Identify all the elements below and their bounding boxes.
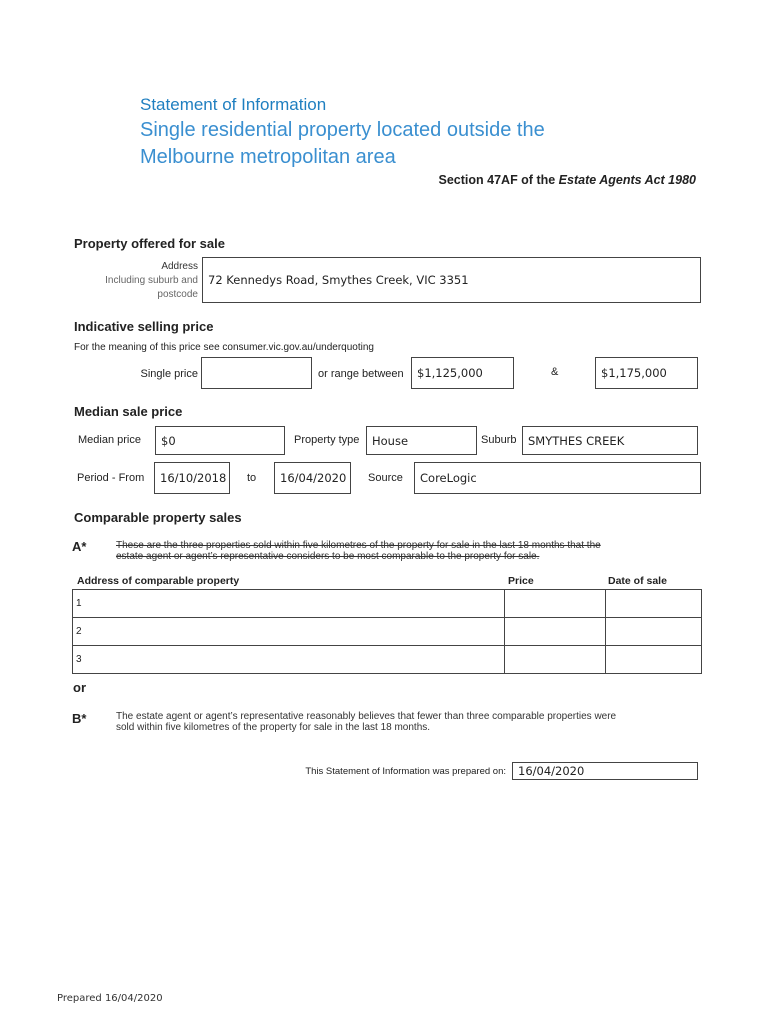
comparable-date-cell[interactable] <box>606 646 702 674</box>
median-price-label: Median price <box>78 434 141 446</box>
section-reference <box>300 173 696 187</box>
option-a-line-1: These are the three properties sold within five kilometres of the property for sale in the last 18 months that the <box>116 540 601 551</box>
range-low-value: $1,125,000 <box>417 366 483 380</box>
source-value: CoreLogic <box>420 471 477 485</box>
address-label-1: Address <box>161 261 198 272</box>
table-row <box>73 618 702 646</box>
address-value: 72 Kennedys Road, Smythes Creek, VIC 3351 <box>208 273 469 287</box>
comparable-address-cell[interactable] <box>73 646 505 674</box>
range-high-value: $1,175,000 <box>601 366 667 380</box>
row-number: 3 <box>76 654 82 665</box>
section-prefix: Section 47AF of the <box>438 173 559 187</box>
underquoting-note: For the meaning of this price see consumer.vic.gov.au/underquoting <box>74 342 374 353</box>
range-low-field[interactable] <box>411 357 514 389</box>
comparable-heading: Comparable property sales <box>74 510 242 525</box>
option-b-line-1: The estate agent or agent’s representative reasonably believes that fewer than three comparable properties were <box>116 711 617 722</box>
row-number: 1 <box>76 598 82 609</box>
comparable-price-cell[interactable] <box>505 646 606 674</box>
period-to-value: 16/04/2020 <box>280 471 347 485</box>
address-field[interactable] <box>202 257 701 303</box>
single-price-field[interactable] <box>201 357 312 389</box>
suburb-label: Suburb <box>481 434 517 446</box>
comparable-price-cell[interactable] <box>505 618 606 646</box>
table-row <box>73 590 702 618</box>
col-address-header: Address of comparable property <box>77 575 240 587</box>
period-from-value: 16/10/2018 <box>160 471 227 485</box>
comparable-date-cell[interactable] <box>606 618 702 646</box>
comparable-date-cell[interactable] <box>606 590 702 618</box>
address-label <box>80 260 198 302</box>
address-label-3: postcode <box>157 289 198 300</box>
period-from-label: Period - From <box>77 472 145 484</box>
comparable-address-cell[interactable] <box>73 590 505 618</box>
col-price-header: Price <box>508 575 534 587</box>
source-label: Source <box>368 472 403 484</box>
indicative-heading: Indicative selling price <box>74 319 214 334</box>
single-price-label: Single price <box>140 368 198 380</box>
range-ampersand: & <box>551 366 559 378</box>
suburb-value: SMYTHES CREEK <box>528 433 625 448</box>
median-heading: Median sale price <box>74 404 183 419</box>
median-price-value: $0 <box>161 433 176 448</box>
prepared-date-value: 16/04/2020 <box>518 764 585 778</box>
option-b-line-2: sold within five kilometres of the property for sale in the last 18 months. <box>116 722 431 733</box>
statement-heading: Statement of Information <box>140 95 327 114</box>
suburb-field[interactable] <box>522 426 698 455</box>
row-number: 2 <box>76 626 82 637</box>
option-b-text <box>116 711 706 733</box>
option-b-marker: B* <box>72 711 87 726</box>
period-from-field[interactable] <box>154 462 230 494</box>
prepared-label: This Statement of Information was prepared on: <box>305 766 506 777</box>
range-high-field[interactable] <box>595 357 698 389</box>
property-type-label: Property type <box>294 434 360 446</box>
option-a-text <box>116 540 706 562</box>
table-row <box>73 646 702 674</box>
section-act: Estate Agents Act 1980 <box>558 173 696 187</box>
document-title <box>140 117 700 171</box>
source-field[interactable] <box>414 462 701 494</box>
prepared-date-field[interactable] <box>512 762 698 780</box>
address-label-2: Including suburb and <box>105 275 198 286</box>
comparable-table <box>72 589 702 674</box>
property-type-field[interactable] <box>366 426 477 455</box>
option-a-line-2: estate agent or agent’s representative considers to be most comparable to the property for sale. <box>116 551 540 562</box>
property-heading: Property offered for sale <box>74 236 225 251</box>
period-to-label: to <box>247 472 257 484</box>
range-label: or range between <box>318 368 404 380</box>
or-label: or <box>73 680 86 695</box>
period-to-field[interactable] <box>274 462 351 494</box>
title-line-2: Melbourne metropolitan area <box>140 146 396 168</box>
comparable-price-cell[interactable] <box>505 590 606 618</box>
footer-prepared: Prepared 16/04/2020 <box>57 993 163 1004</box>
comparable-address-cell[interactable] <box>73 618 505 646</box>
option-a-marker: A* <box>72 539 87 554</box>
median-price-field[interactable] <box>155 426 285 455</box>
col-date-header: Date of sale <box>608 575 667 587</box>
property-type-value: House <box>372 433 409 448</box>
title-line-1: Single residential property located outside the <box>140 119 545 141</box>
